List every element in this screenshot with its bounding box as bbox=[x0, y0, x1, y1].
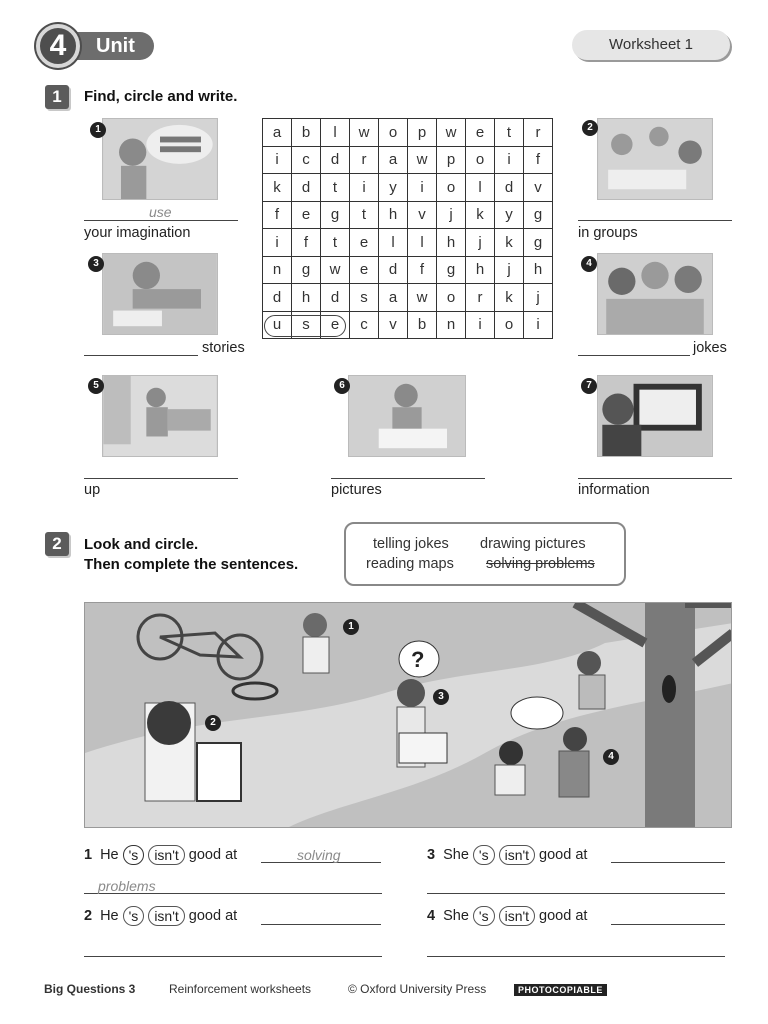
footer-book-title: Big Questions 3 bbox=[44, 982, 136, 996]
grid-cell[interactable]: v bbox=[408, 201, 437, 229]
grid-cell[interactable]: f bbox=[263, 201, 292, 229]
answer-line-3[interactable] bbox=[84, 355, 198, 356]
item-badge-6: 6 bbox=[334, 378, 350, 394]
grid-cell[interactable]: o bbox=[495, 311, 524, 339]
word-search-grid[interactable] bbox=[262, 118, 553, 339]
grid-cell[interactable]: r bbox=[350, 146, 379, 174]
sentence-3-subject: She bbox=[443, 847, 469, 863]
grid-cell[interactable]: t bbox=[495, 119, 524, 147]
unit-number: 4 bbox=[36, 24, 80, 68]
sentence-3-tail: good at bbox=[539, 847, 588, 863]
grid-cell[interactable]: a bbox=[263, 119, 292, 147]
grid-cell[interactable]: a bbox=[379, 284, 408, 312]
grid-cell[interactable]: i bbox=[263, 146, 292, 174]
picture-stories bbox=[102, 253, 218, 335]
picture-groups bbox=[597, 118, 713, 200]
grid-cell[interactable]: v bbox=[379, 311, 408, 339]
park-scene-illustration bbox=[84, 602, 732, 828]
grid-cell[interactable]: d bbox=[321, 146, 350, 174]
grid-cell[interactable]: p bbox=[437, 146, 466, 174]
grid-cell[interactable]: i bbox=[524, 311, 553, 339]
grid-row bbox=[263, 229, 553, 257]
answer-line-4[interactable] bbox=[578, 355, 690, 356]
section-1-number: 1 bbox=[45, 85, 69, 109]
grid-cell[interactable]: e bbox=[292, 201, 321, 229]
picture-tidy-up bbox=[102, 375, 218, 457]
grid-cell[interactable]: o bbox=[466, 146, 495, 174]
grid-cell[interactable]: b bbox=[292, 119, 321, 147]
sentence-1-option-s[interactable]: 's bbox=[123, 845, 145, 865]
grid-cell[interactable]: t bbox=[321, 174, 350, 202]
grid-cell[interactable]: l bbox=[408, 229, 437, 257]
grid-cell[interactable]: w bbox=[350, 119, 379, 147]
label-4: jokes bbox=[693, 340, 727, 356]
sentence-1-subject: He bbox=[100, 847, 119, 863]
sentence-1-tail: good at bbox=[188, 847, 238, 863]
grid-cell[interactable]: e bbox=[350, 256, 379, 284]
section-2-title-line2: Then complete the sentences. bbox=[84, 556, 299, 573]
sentence-4-option-s[interactable]: 's bbox=[473, 906, 495, 926]
sentence-3-option-isnt[interactable]: isn't bbox=[499, 845, 535, 865]
grid-cell[interactable]: d bbox=[495, 174, 524, 202]
sentence-1-number: 1 bbox=[84, 847, 93, 863]
grid-cell[interactable]: s bbox=[350, 284, 379, 312]
sentence-4-option-isnt[interactable]: isn't bbox=[499, 906, 535, 926]
grid-cell[interactable]: s bbox=[292, 311, 321, 339]
unit-badge bbox=[36, 24, 156, 68]
grid-cell[interactable]: h bbox=[466, 256, 495, 284]
picture-drawing bbox=[348, 375, 466, 457]
grid-cell[interactable]: l bbox=[321, 119, 350, 147]
item-badge-3: 3 bbox=[88, 256, 104, 272]
answer-line-7[interactable] bbox=[578, 478, 732, 479]
label-5: up bbox=[84, 482, 101, 498]
grid-cell[interactable]: w bbox=[321, 256, 350, 284]
word-reading-maps: reading maps bbox=[366, 556, 454, 572]
grid-cell[interactable]: w bbox=[408, 146, 437, 174]
grid-cell[interactable]: y bbox=[379, 174, 408, 202]
grid-cell[interactable]: r bbox=[466, 284, 495, 312]
label-1: your imagination bbox=[84, 225, 191, 241]
word-drawing-pictures: drawing pictures bbox=[480, 536, 586, 552]
grid-cell[interactable]: n bbox=[437, 311, 466, 339]
grid-cell[interactable]: o bbox=[379, 119, 408, 147]
grid-cell[interactable]: c bbox=[350, 311, 379, 339]
grid-cell[interactable]: e bbox=[321, 311, 350, 339]
label-7: information bbox=[578, 482, 650, 498]
grid-cell[interactable]: j bbox=[495, 256, 524, 284]
picture-imagination bbox=[102, 118, 218, 200]
label-3: stories bbox=[202, 340, 245, 356]
grid-cell[interactable]: r bbox=[524, 119, 553, 147]
grid-cell[interactable]: k bbox=[466, 201, 495, 229]
grid-cell[interactable]: g bbox=[437, 256, 466, 284]
grid-cell[interactable]: k bbox=[263, 174, 292, 202]
grid-cell[interactable]: j bbox=[437, 201, 466, 229]
grid-cell[interactable]: i bbox=[495, 146, 524, 174]
section-1-title: Find, circle and write. bbox=[84, 88, 238, 105]
grid-cell[interactable]: g bbox=[524, 229, 553, 257]
sentence-1 bbox=[84, 845, 237, 865]
grid-cell[interactable]: c bbox=[292, 146, 321, 174]
grid-cell[interactable]: k bbox=[495, 284, 524, 312]
word-solving-problems: solving problems bbox=[486, 556, 595, 572]
grid-cell[interactable]: o bbox=[437, 174, 466, 202]
sentence-4-line-a[interactable] bbox=[611, 924, 725, 925]
item-badge-1: 1 bbox=[90, 122, 106, 138]
section-2-number: 2 bbox=[45, 532, 69, 556]
footer-worksheet-type: Reinforcement worksheets bbox=[169, 982, 312, 996]
grid-cell[interactable]: f bbox=[524, 146, 553, 174]
grid-cell[interactable]: w bbox=[437, 119, 466, 147]
grid-cell[interactable]: f bbox=[408, 256, 437, 284]
answer-line-1[interactable] bbox=[84, 220, 238, 221]
picture-information bbox=[597, 375, 713, 457]
sentence-3-option-s[interactable]: 's bbox=[473, 845, 495, 865]
sentence-3-line-a[interactable] bbox=[611, 862, 725, 863]
grid-row bbox=[263, 146, 553, 174]
grid-cell[interactable]: p bbox=[408, 119, 437, 147]
grid-row bbox=[263, 256, 553, 284]
sentence-2-number: 2 bbox=[84, 908, 93, 924]
grid-row bbox=[263, 201, 553, 229]
sentence-2-subject: He bbox=[100, 908, 119, 924]
sentence-2-tail: good at bbox=[188, 908, 238, 924]
answer-line-6[interactable] bbox=[331, 478, 485, 479]
grid-cell[interactable]: w bbox=[408, 284, 437, 312]
photocopiable-badge: PHOTOCOPIABLE bbox=[514, 984, 607, 996]
grid-cell[interactable]: h bbox=[379, 201, 408, 229]
circled-word-use bbox=[264, 315, 346, 337]
grid-cell[interactable]: f bbox=[292, 229, 321, 257]
grid-cell[interactable]: h bbox=[437, 229, 466, 257]
grid-cell[interactable]: d bbox=[263, 284, 292, 312]
grid-cell[interactable]: j bbox=[466, 229, 495, 257]
sentence-1-answer-a: solving bbox=[297, 847, 341, 863]
grid-cell[interactable]: i bbox=[466, 311, 495, 339]
item-badge-5: 5 bbox=[88, 378, 104, 394]
grid-cell[interactable]: t bbox=[350, 201, 379, 229]
sentence-4-tail: good at bbox=[539, 908, 588, 924]
grid-cell[interactable]: u bbox=[263, 311, 292, 339]
grid-cell[interactable]: v bbox=[524, 174, 553, 202]
scene-badge-3: 3 bbox=[433, 689, 449, 705]
grid-cell[interactable]: i bbox=[350, 174, 379, 202]
grid-cell[interactable]: d bbox=[321, 284, 350, 312]
label-2: in groups bbox=[578, 225, 638, 241]
grid-cell[interactable]: e bbox=[466, 119, 495, 147]
grid-row bbox=[263, 174, 553, 202]
unit-label: Unit bbox=[66, 32, 154, 60]
label-6: pictures bbox=[331, 482, 382, 498]
sentence-3-line-b[interactable] bbox=[427, 893, 725, 894]
grid-cell[interactable]: b bbox=[408, 311, 437, 339]
scene-badge-1: 1 bbox=[343, 619, 359, 635]
grid-cell[interactable]: i bbox=[408, 174, 437, 202]
scene-badge-2: 2 bbox=[205, 715, 221, 731]
worksheet-label: Worksheet 1 bbox=[572, 30, 730, 60]
sentence-2-option-isnt[interactable]: isn't bbox=[148, 906, 184, 926]
section-2-title-line1: Look and circle. bbox=[84, 536, 199, 553]
grid-cell[interactable]: l bbox=[466, 174, 495, 202]
word-telling-jokes: telling jokes bbox=[373, 536, 449, 552]
grid-cell[interactable]: k bbox=[495, 229, 524, 257]
sentence-4 bbox=[427, 906, 587, 926]
sentence-3-number: 3 bbox=[427, 847, 436, 863]
grid-cell[interactable]: h bbox=[524, 256, 553, 284]
sentence-1-answer-b: problems bbox=[98, 878, 156, 894]
grid-row bbox=[263, 119, 553, 147]
item-badge-4: 4 bbox=[581, 256, 597, 272]
grid-cell[interactable]: t bbox=[321, 229, 350, 257]
sentence-4-line-b[interactable] bbox=[427, 956, 725, 957]
grid-cell[interactable]: i bbox=[263, 229, 292, 257]
grid-cell[interactable]: o bbox=[437, 284, 466, 312]
sentence-2-option-s[interactable]: 's bbox=[123, 906, 145, 926]
sentence-4-number: 4 bbox=[427, 908, 436, 924]
answer-1: use bbox=[149, 204, 172, 220]
footer-publisher: © Oxford University Press bbox=[348, 982, 487, 996]
sentence-2-line-b[interactable] bbox=[84, 956, 382, 957]
grid-cell[interactable]: y bbox=[495, 201, 524, 229]
grid-cell[interactable]: g bbox=[321, 201, 350, 229]
grid-row bbox=[263, 284, 553, 312]
grid-cell[interactable]: n bbox=[263, 256, 292, 284]
grid-cell[interactable]: g bbox=[524, 201, 553, 229]
thought-question-mark: ? bbox=[411, 647, 425, 672]
grid-cell[interactable]: l bbox=[379, 229, 408, 257]
scene-badge-4: 4 bbox=[603, 749, 619, 765]
grid-cell[interactable]: j bbox=[524, 284, 553, 312]
word-box bbox=[344, 522, 626, 586]
picture-jokes bbox=[597, 253, 713, 335]
sentence-2-line-a[interactable] bbox=[261, 924, 381, 925]
answer-line-2[interactable] bbox=[578, 220, 732, 221]
sentence-3 bbox=[427, 845, 587, 865]
answer-line-5[interactable] bbox=[84, 478, 238, 479]
sentence-1-option-isnt[interactable]: isn't bbox=[148, 845, 184, 865]
grid-cell[interactable]: h bbox=[292, 284, 321, 312]
grid-cell[interactable]: d bbox=[379, 256, 408, 284]
grid-cell[interactable]: e bbox=[350, 229, 379, 257]
sentence-4-subject: She bbox=[443, 908, 469, 924]
grid-cell[interactable]: a bbox=[379, 146, 408, 174]
grid-cell[interactable]: g bbox=[292, 256, 321, 284]
item-badge-2: 2 bbox=[582, 120, 598, 136]
item-badge-7: 7 bbox=[581, 378, 597, 394]
grid-cell[interactable]: d bbox=[292, 174, 321, 202]
sentence-2 bbox=[84, 906, 237, 926]
